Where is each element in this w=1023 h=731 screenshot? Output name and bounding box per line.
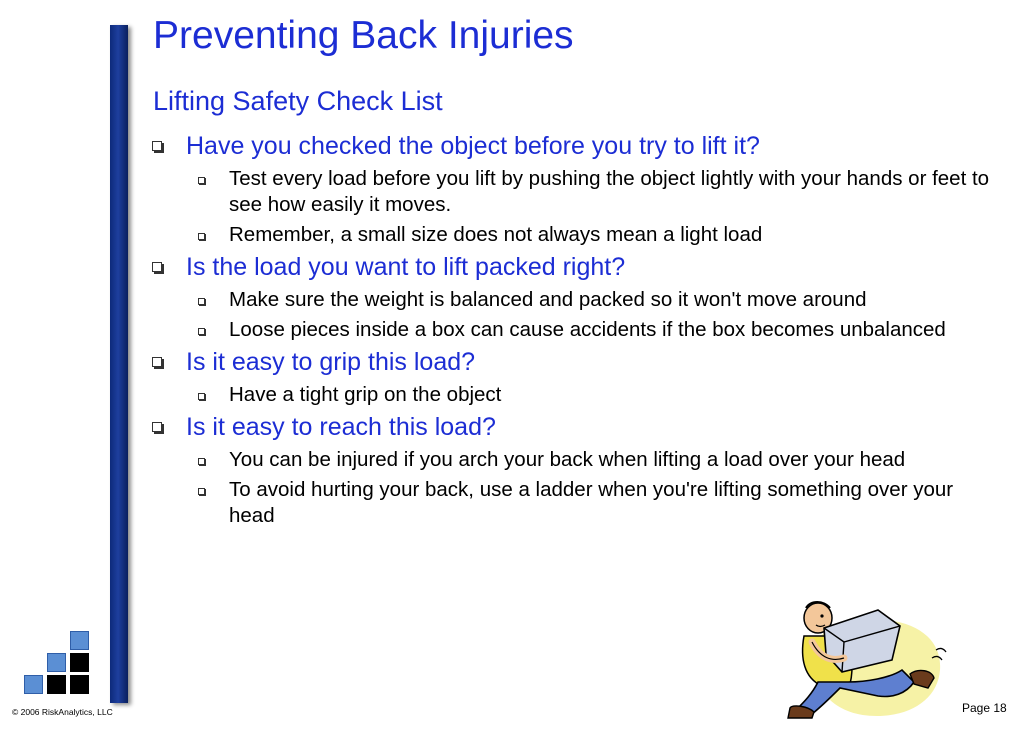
slide-subtitle: Lifting Safety Check List xyxy=(153,86,443,116)
page-number: Page 18 xyxy=(962,701,1007,715)
logo-square xyxy=(70,675,89,694)
logo-square xyxy=(47,653,66,672)
square-bullet-icon xyxy=(152,422,162,432)
logo-square xyxy=(24,675,43,694)
checklist xyxy=(150,128,1000,532)
checklist-subitem xyxy=(150,477,1000,529)
copyright-text: © 2006 RiskAnalytics, LLC xyxy=(12,707,113,717)
logo-square xyxy=(70,631,89,650)
checklist-subitem-text: Have a tight grip on the object xyxy=(229,383,502,406)
checklist-subitem xyxy=(150,287,1000,313)
slide-title: Preventing Back Injuries xyxy=(153,14,574,57)
square-bullet-icon xyxy=(152,141,162,151)
checklist-item xyxy=(150,411,1000,443)
riskanalytics-logo xyxy=(24,631,94,695)
vertical-accent-bar xyxy=(110,25,128,703)
checklist-subitem-text: You can be injured if you arch your back when lifting a load over your head xyxy=(229,448,906,471)
square-bullet-icon xyxy=(198,298,205,305)
logo-square xyxy=(47,675,66,694)
checklist-item-text: Is the load you want to lift packed right? xyxy=(186,253,626,281)
checklist-subitem-text: Loose pieces inside a box can cause accidents if the box becomes unbalanced xyxy=(229,318,946,341)
checklist-subitem-text: To avoid hurting your back, use a ladder when you're lifting something over your head xyxy=(229,478,954,527)
man-lifting-box-clipart xyxy=(782,598,954,720)
logo-square xyxy=(70,653,89,672)
square-bullet-icon xyxy=(152,262,162,272)
square-bullet-icon xyxy=(198,328,205,335)
checklist-subitem xyxy=(150,382,1000,408)
checklist-item-text: Is it easy to reach this load? xyxy=(186,413,496,441)
square-bullet-icon xyxy=(198,488,205,495)
checklist-item-text: Is it easy to grip this load? xyxy=(186,348,476,376)
checklist-subitem xyxy=(150,222,1000,248)
checklist-subitem-text: Remember, a small size does not always mean a light load xyxy=(229,223,763,246)
checklist-subitem xyxy=(150,317,1000,343)
square-bullet-icon xyxy=(152,357,162,367)
checklist-item-text: Have you checked the object before you try to lift it? xyxy=(186,132,760,160)
checklist-item xyxy=(150,346,1000,378)
checklist-item xyxy=(150,251,1000,283)
checklist-subitem xyxy=(150,166,1000,218)
checklist-item xyxy=(150,130,1000,162)
checklist-subitem-text: Test every load before you lift by pushing the object lightly with your hands or feet to see how easily it moves. xyxy=(229,167,990,216)
square-bullet-icon xyxy=(198,177,205,184)
checklist-subitem-text: Make sure the weight is balanced and packed so it won't move around xyxy=(229,288,867,311)
checklist-subitem xyxy=(150,447,1000,473)
square-bullet-icon xyxy=(198,393,205,400)
square-bullet-icon xyxy=(198,458,205,465)
square-bullet-icon xyxy=(198,233,205,240)
